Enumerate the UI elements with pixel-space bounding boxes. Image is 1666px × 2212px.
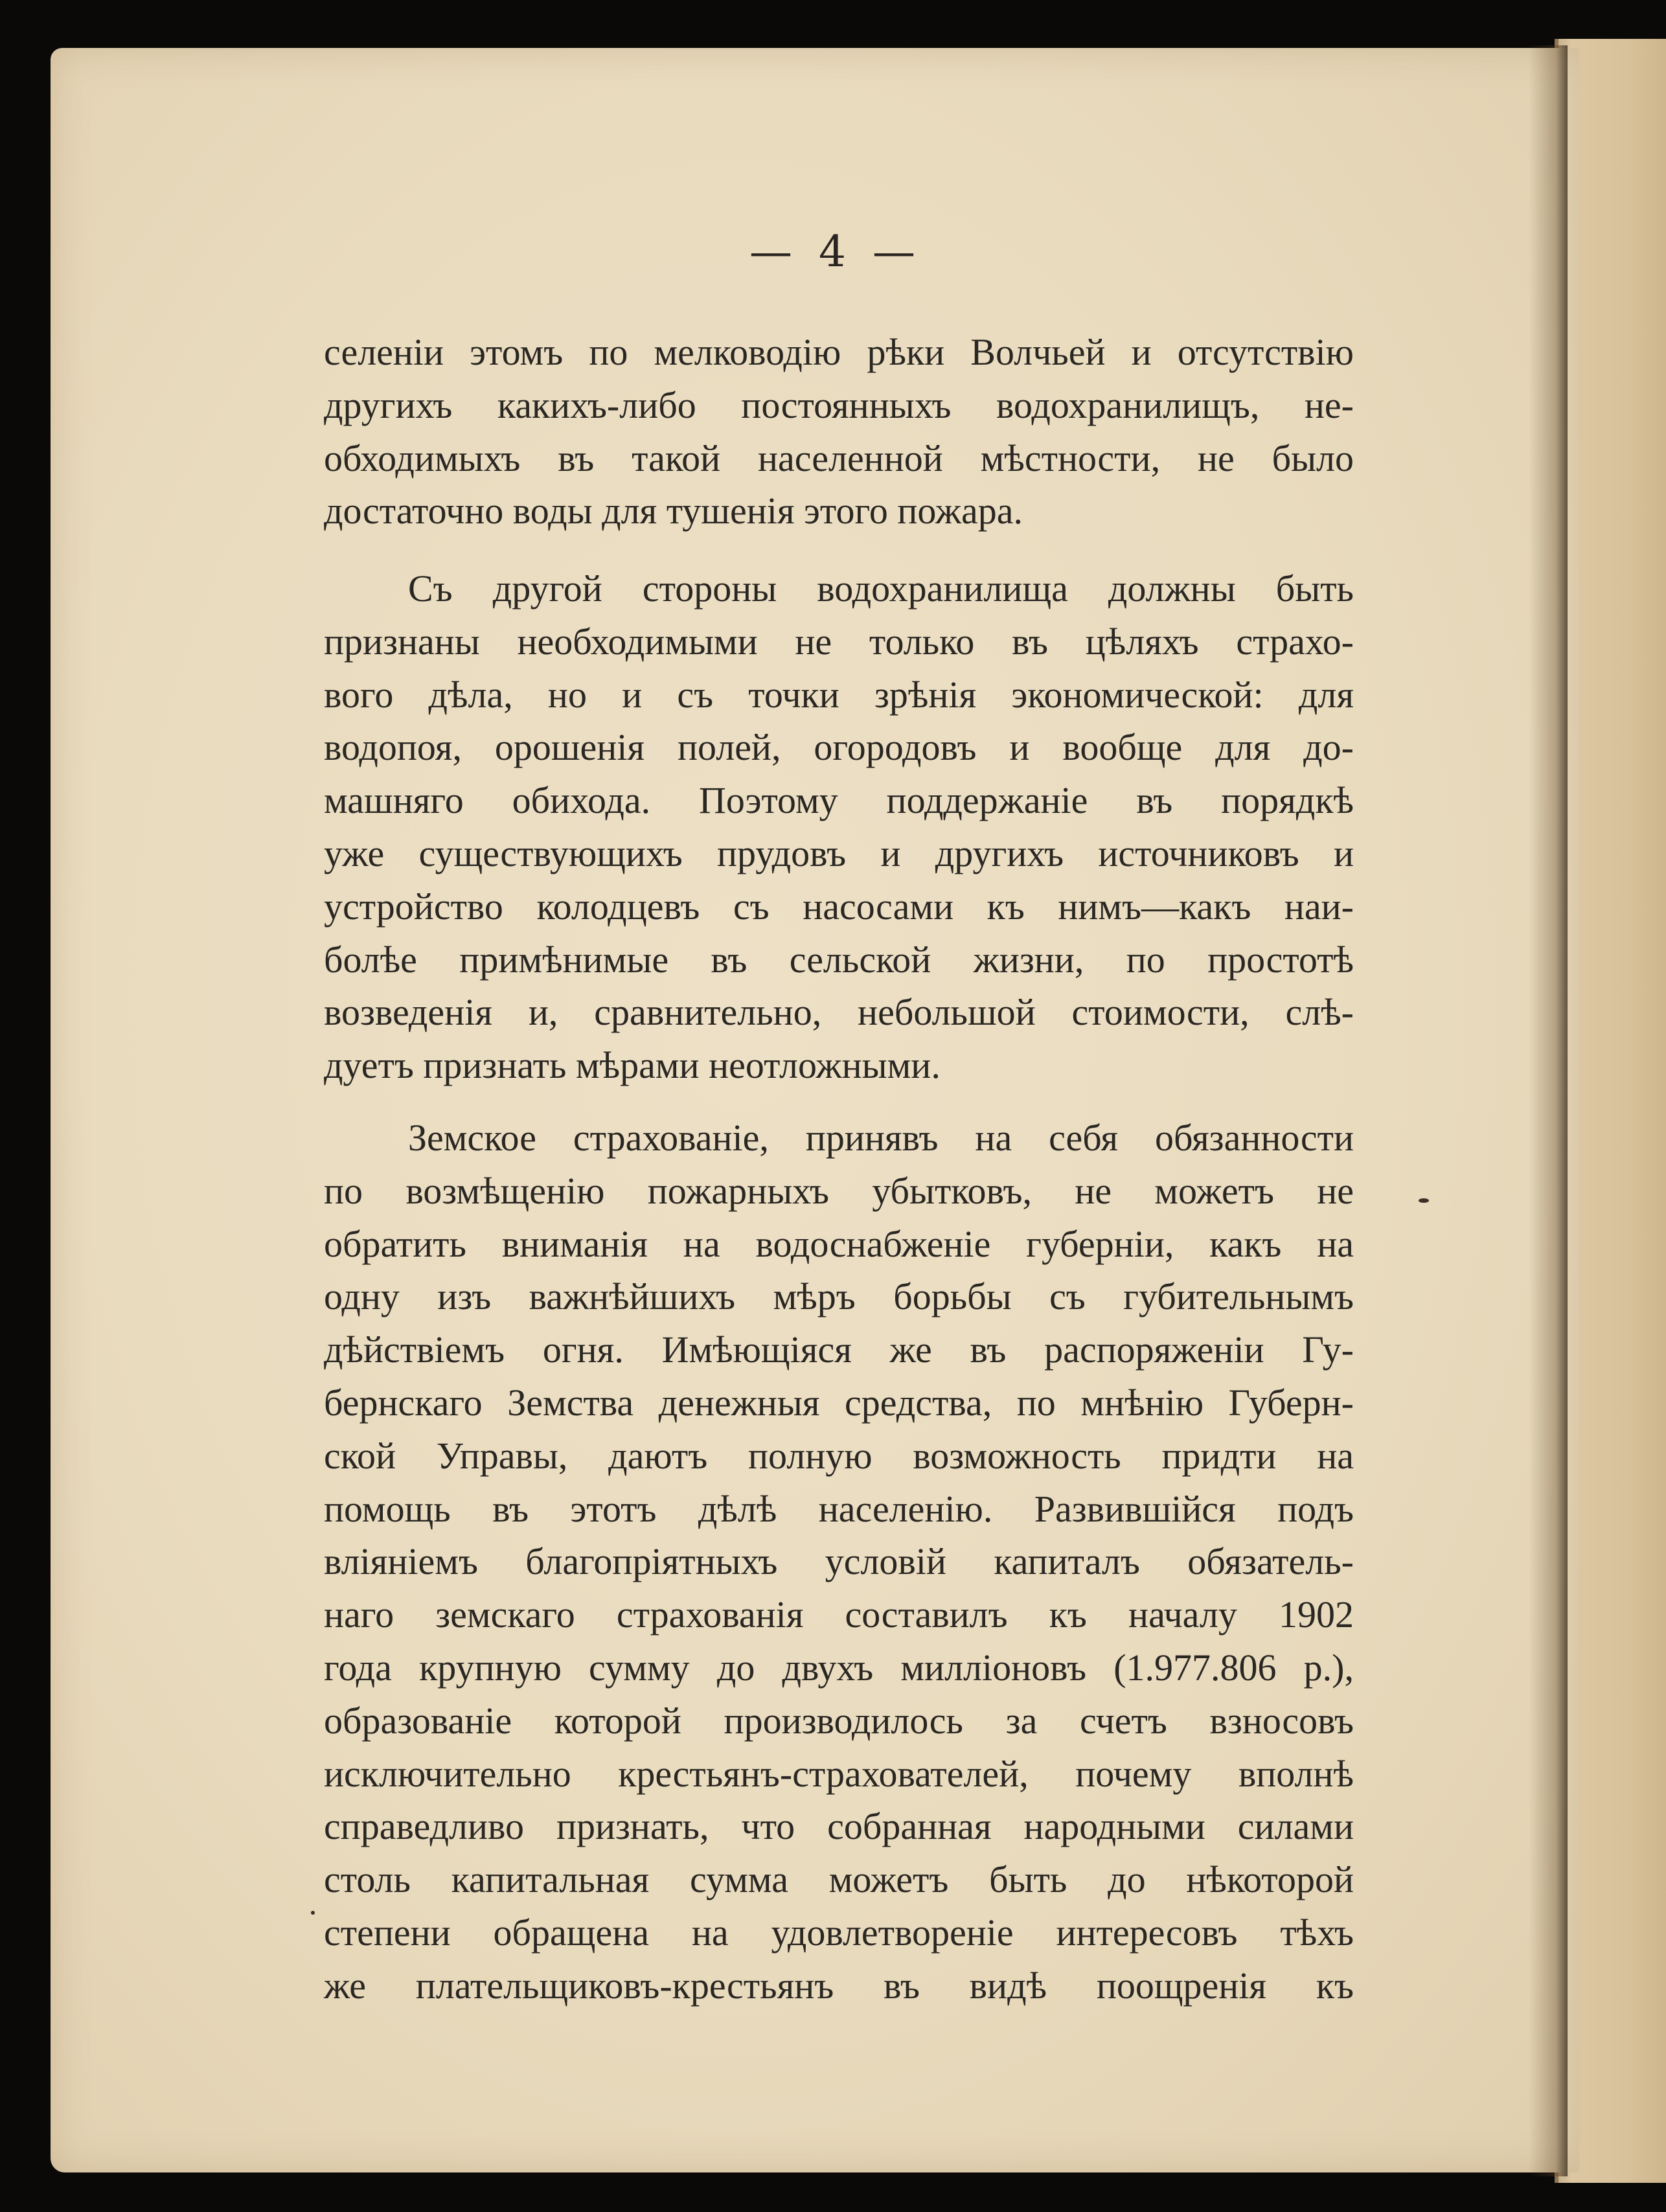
- text-line: справедливо признать, что собранная народными силами: [324, 1805, 1354, 1848]
- text-line: влiянiемъ благопрiятныхъ условiй капиталъ обязатель-: [324, 1540, 1354, 1583]
- text-line: дѣйствiемъ огня. Имѣющiяся же въ распоряженiи Гу-: [324, 1328, 1354, 1371]
- spine-shadow: [1529, 45, 1568, 2176]
- text-line: уже существующихъ прудовъ и другихъ источниковъ и: [324, 832, 1354, 874]
- text-line: признаны необходимыми не только въ цѣляхъ страхо-: [324, 620, 1354, 663]
- text-line: Съ другой стороны водохранилища должны быть: [408, 567, 1354, 610]
- text-line: образованiе которой производилось за счетъ взносовъ: [324, 1699, 1354, 1742]
- text-line: обходимыхъ въ такой населенной мѣстности, не было: [324, 437, 1354, 479]
- text-line: водопоя, орошенiя полей, огородовъ и вообще для до-: [324, 726, 1354, 769]
- text-line: дуетъ признать мѣрами неотложными.: [324, 1044, 941, 1087]
- text-line: бернскаго Земства денежныя средства, по мнѣнiю Губерн-: [324, 1381, 1354, 1424]
- text-line: обратить вниманiя на водоснабженiе губернiи, какъ на: [324, 1222, 1354, 1265]
- text-line: машняго обихода. Поэтому поддержанiе въ порядкѣ: [324, 779, 1354, 822]
- text-line: одну изъ важнѣйшихъ мѣръ борьбы съ губительнымъ: [324, 1275, 1354, 1318]
- text-line: по возмѣщенiю пожарныхъ убытковъ, не можетъ не: [324, 1169, 1354, 1212]
- text-line: вого дѣла, но и съ точки зрѣнiя экономической: для: [324, 673, 1354, 716]
- ink-speck: [311, 1911, 315, 1915]
- paragraph-1: [324, 326, 1354, 538]
- paragraph-3: [324, 1112, 1354, 2012]
- text-line: же плательщиковъ-крестьянъ въ видѣ поощренiя къ: [324, 1964, 1354, 2007]
- text-line: возведенiя и, сравнительно, небольшой стоимости, слѣ-: [324, 991, 1354, 1034]
- paragraph-2: [324, 562, 1354, 1092]
- text-line: года крупную сумму до двухъ миллiоновъ (1.977.806 р.),: [324, 1646, 1354, 1689]
- text-line: столь капитальная сумма можетъ быть до нѣкоторой: [324, 1858, 1354, 1901]
- ink-speck: [1419, 1198, 1429, 1203]
- page-number: — 4 —: [749, 227, 922, 277]
- text-line: болѣе примѣнимые въ сельской жизни, по простотѣ: [324, 938, 1354, 981]
- text-line: ской Управы, даютъ полную возможность придти на: [324, 1434, 1354, 1477]
- text-line: селенiи этомъ по мелководiю рѣки Волчьей и отсутствiю: [324, 331, 1354, 373]
- text-line: наго земскаго страхованiя составилъ къ началу 1902: [324, 1593, 1354, 1636]
- text-line: устройство колодцевъ съ насосами къ нимъ—какъ наи-: [324, 885, 1354, 928]
- text-line: степени обращена на удовлетворенiе интересовъ тѣхъ: [324, 1911, 1354, 1954]
- text-line: другихъ какихъ-либо постоянныхъ водохранилищъ, не-: [324, 383, 1354, 426]
- text-line: исключительно крестьянъ-страхователей, почему вполнѣ: [324, 1752, 1354, 1795]
- text-line: Земское страхованiе, принявъ на себя обязанности: [408, 1117, 1354, 1159]
- text-line: помощь въ этотъ дѣлѣ населенiю. Развившiйся подъ: [324, 1487, 1354, 1530]
- text-line: достаточно воды для тушенiя этого пожара.: [324, 490, 1023, 532]
